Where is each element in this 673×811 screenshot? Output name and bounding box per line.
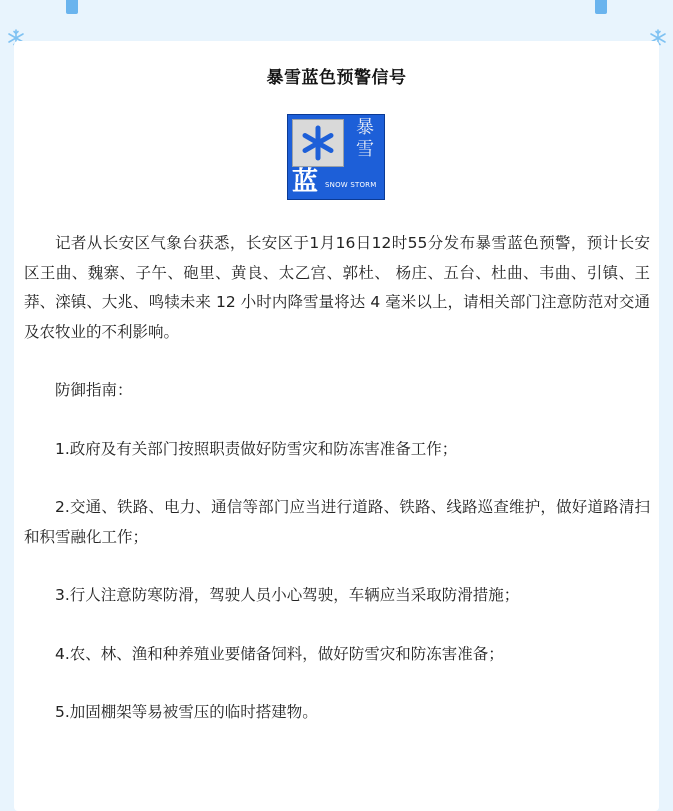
signal-icon-box (292, 119, 344, 167)
article-card (14, 41, 659, 811)
top-right-tab (595, 0, 607, 14)
article-body (24, 229, 650, 728)
guide-item: 2.交通、铁路、电力、通信等部门应当进行道路、铁路、线路巡查维护，做好道路清扫和积雪融化工作； (24, 498, 650, 546)
guide-item: 3.行人注意防寒防滑，驾驶人员小心驾驶，车辆应当采取防滑措施； (55, 586, 520, 604)
intro-paragraph: 记者从长安区气象台获悉，长安区于1月16日12时55分发布暴雪蓝色预警，预计长安区王曲、魏寨、子午、砲里、黄良、太乙宫、郭杜、 杨庄、五台、杜曲、韦曲、引镇、王莽、滦镇、大兆、鸣犊未来 12 小时内降雪量将达 4 毫米以上，请相关部门注意防范对交通及农牧业的不利影响。 (24, 234, 650, 341)
guide-item: 1.政府及有关部门按照职责做好防雪灾和防冻害准备工作； (55, 439, 458, 458)
top-left-tab (66, 0, 78, 14)
page-title: 暴雪蓝色预警信号 (266, 68, 407, 88)
guide-item: 5.加固棚架等易被雪压的临时搭建物。 (55, 703, 318, 721)
guide-item: 4.农、林、渔和种养殖业要储备饲料，做好防雪灾和防冻害准备； (55, 644, 504, 663)
warning-signal-badge (287, 114, 385, 200)
guide-heading: 防御指南： (55, 381, 133, 399)
snowflake-icon (299, 124, 337, 162)
signal-color-label: 蓝 (292, 167, 319, 197)
signal-english-label: SNOW STORM (325, 181, 377, 189)
signal-type-label: 暴雪 (356, 117, 374, 160)
